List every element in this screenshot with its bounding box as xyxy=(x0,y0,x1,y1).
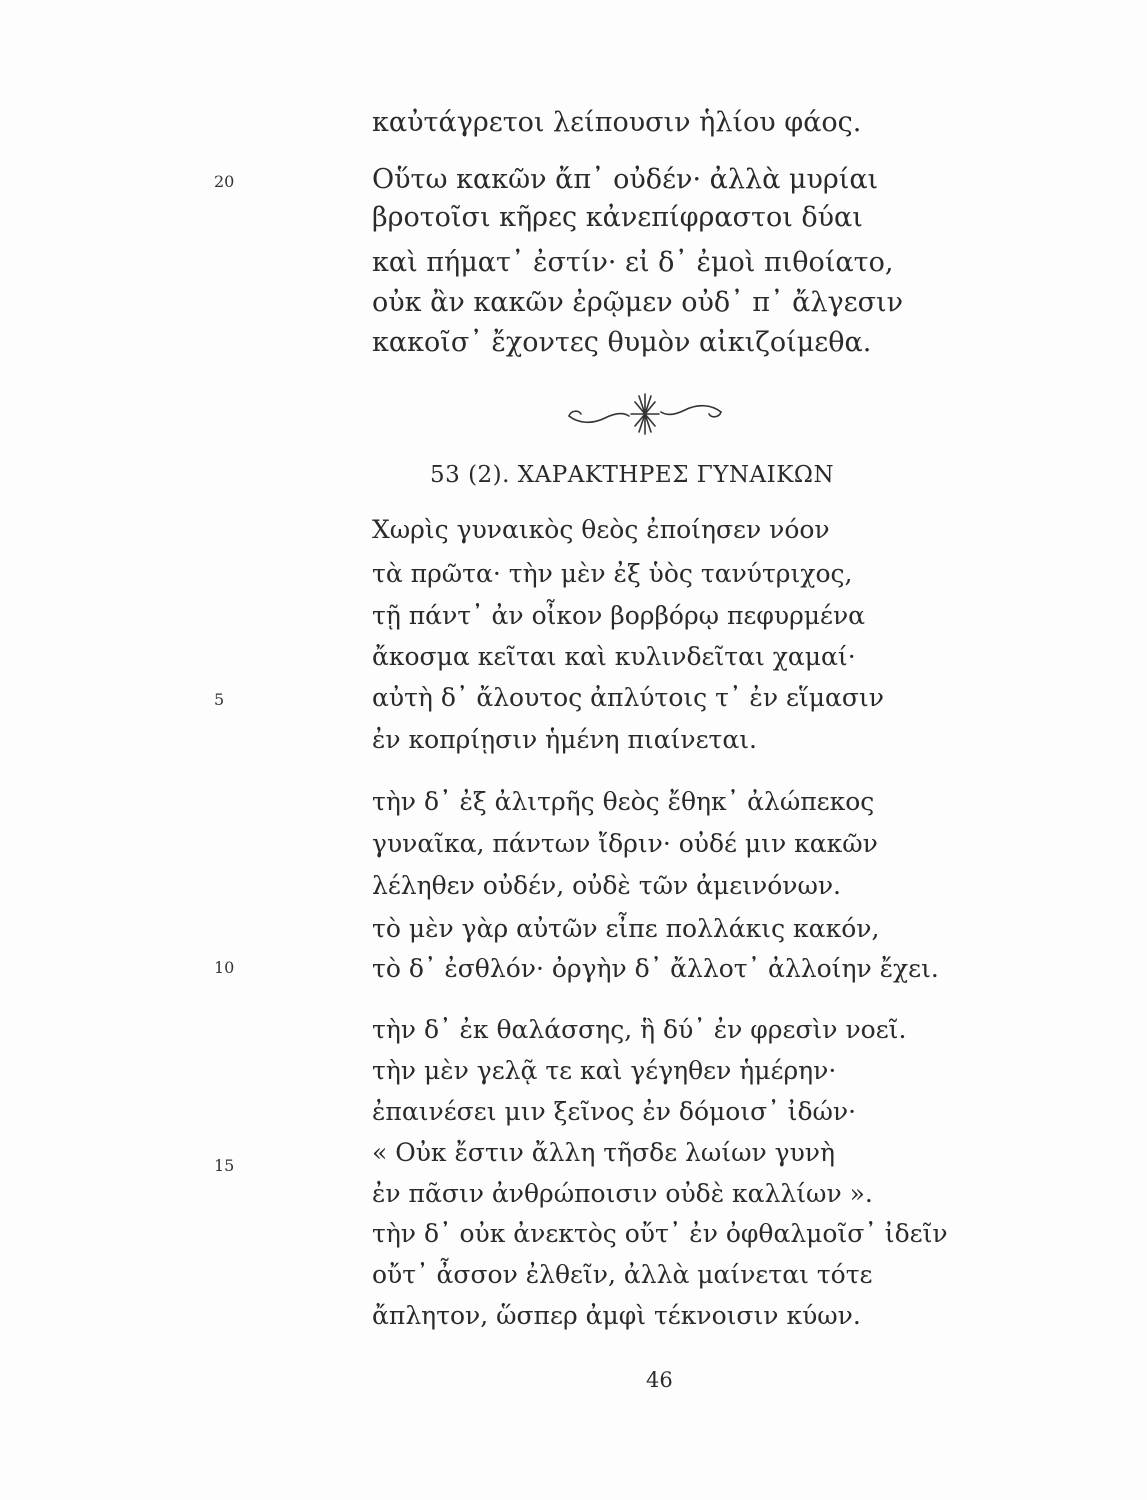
verse-line: τὴν δ᾽ ἐξ ἀλιτρῆς θεὸς ἔθηκ᾽ ἀλώπεκος xyxy=(372,787,875,816)
verse-line: λέληθεν οὐδέν, οὐδὲ τῶν ἀμεινόνων. xyxy=(372,871,841,900)
verse-line: Οὕτω κακῶν ἄπ᾽ οὐδέν· ἀλλὰ μυρίαι xyxy=(372,164,879,195)
verse-line: ἄπλητον, ὥσπερ ἀμφὶ τέκνοισιν κύων. xyxy=(372,1301,861,1330)
verse-line: τὴν δ᾽ ἐκ θαλάσσης, ἣ δύ᾽ ἐν φρεσὶν νοεῖ. xyxy=(372,1015,907,1044)
line-number: 20 xyxy=(214,172,235,191)
verse-line: γυναῖκα, πάντων ἴδριν· οὐδέ μιν κακῶν xyxy=(372,829,878,858)
verse-line: ἐπαινέσει μιν ξεῖνος ἐν δόμοισ᾽ ἰδών· xyxy=(372,1097,857,1126)
verse-line: ἐν πᾶσιν ἀνθρώποισιν οὐδὲ καλλίων ». xyxy=(372,1179,873,1208)
verse-line: βροτοῖσι κῆρες κἀνεπίφραστοι δύαι xyxy=(372,202,863,233)
verse-line: τῇ πάντ᾽ ἀν οἶκον βορβόρῳ πεφυρμένα xyxy=(372,601,866,630)
verse-line: τὰ πρῶτα· τὴν μὲν ἐξ ὑὸς τανύτριχος, xyxy=(372,559,853,588)
verse-line: ἄκοσμα κεῖται καὶ κυλινδεῖται χαμαί· xyxy=(372,642,856,671)
line-number: 15 xyxy=(214,1156,235,1175)
verse-line: κακοῖσ᾽ ἔχοντες θυμὸν αἰκιζοίμεθα. xyxy=(372,327,872,358)
verse-line: τὸ μὲν γὰρ αὐτῶν εἶπε πολλάκις κακόν, xyxy=(372,914,880,943)
verse-line: καὐτάγρετοι λείπουσιν ἡλίου φάος. xyxy=(372,107,862,138)
decorative-flourish-icon xyxy=(565,390,725,438)
verse-line: καὶ πήματ᾽ ἐστίν· εἰ δ᾽ ἐμοὶ πιθοίατο, xyxy=(372,247,894,278)
verse-line: αὐτὴ δ᾽ ἄλουτος ἀπλύτοις τ᾽ ἐν εἵμασιν xyxy=(372,683,884,712)
verse-line: τὴν μὲν γελᾷ τε καὶ γέγηθεν ἡμέρην· xyxy=(372,1056,837,1085)
verse-line: οὔτ᾽ ἆσσον ἐλθεῖν, ἀλλὰ μαίνεται τότε xyxy=(372,1260,873,1289)
verse-line: τὴν δ᾽ οὐκ ἀνεκτὸς οὔτ᾽ ἐν ὀφθαλμοῖσ᾽ ἰδεῖν xyxy=(372,1219,948,1248)
line-number: 5 xyxy=(214,690,225,709)
line-number: 10 xyxy=(214,958,235,977)
verse-line: Χωρὶς γυναικὸς θεὸς ἐποίησεν νόον xyxy=(372,515,830,544)
poem-title: 53 (2). ΧΑΡΑΚΤΗΡΕΣ ΓΥΝΑΙΚΩΝ xyxy=(430,462,835,488)
verse-line: τὸ δ᾽ ἐσθλόν· ὀργὴν δ᾽ ἄλλοτ᾽ ἀλλοίην ἔχει. xyxy=(372,954,939,983)
verse-line: ἐν κοπρίῃσιν ἡμένη πιαίνεται. xyxy=(372,725,757,754)
verse-line: οὐκ ἂν κακῶν ἐρῷμεν οὐδ᾽ π᾽ ἄλγεσιν xyxy=(372,287,903,318)
verse-line: « Οὐκ ἔστιν ἄλλη τῆσδε λωίων γυνὴ xyxy=(372,1138,835,1167)
page-number: 46 xyxy=(646,1368,673,1392)
